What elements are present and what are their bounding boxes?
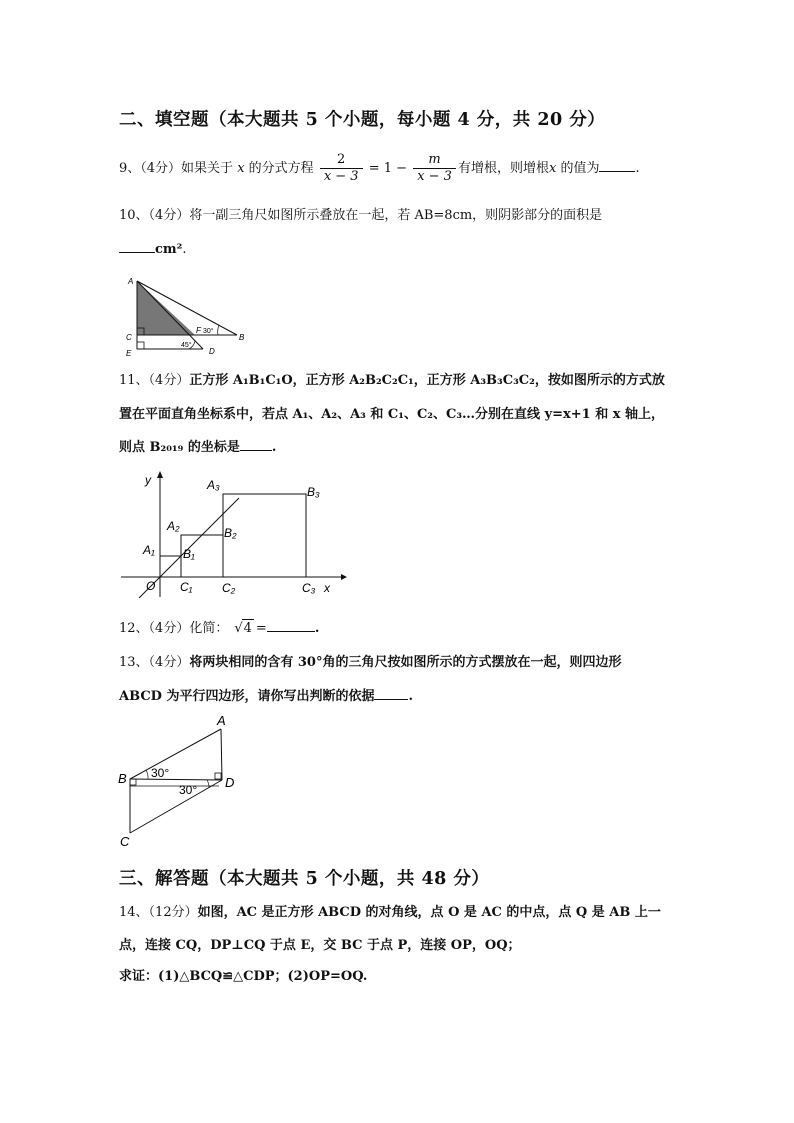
question-14-line3: 求证：(1)△BCQ≌△CDP；(2)OP=OQ. [119, 969, 368, 984]
question-14-line2: 点，连接 CQ，DP⊥CQ 于点 E，交 BC 于点 P，连接 OP，OQ； [119, 938, 521, 953]
question-number: 10、（4分） [119, 208, 190, 223]
question-14-line1: 14、（12分）如图，AC 是正方形 ABCD 的对角线，点 O 是 AC 的中点，点 Q 是 AB 上一 [119, 905, 661, 920]
question-10: 10、（4分）将一副三角尺如图所示叠放在一起，若 AB=8cm，则阴影部分的面积是 [119, 208, 603, 223]
answer-blank [119, 240, 155, 253]
label-B1: B₁ [183, 547, 195, 561]
question-number: 11、（4分） [119, 373, 190, 388]
question-13-line2: ABCD 为平行四边形，请你写出判断的依据 . [119, 689, 413, 704]
question-10-answer-line: cm². [119, 240, 187, 259]
label-B: B [118, 771, 127, 786]
question-number: 14、（12分） [119, 905, 198, 920]
question-11-line3: 则点 B₂₀₁₉ 的坐标是 . [119, 440, 277, 455]
fraction-m-over-x-3: $\frac{m}{x - 3}$ [413, 152, 456, 185]
question-11-line2: 置在平面直角坐标系中，若点 A₁、A₂、A₃ 和 C₁、C₂、C₃…分别在直线 y=x+1 和 x 轴上， [119, 407, 665, 422]
label-C: C [126, 333, 132, 342]
label-B3: B₃ [307, 485, 320, 499]
answer-blank [599, 159, 635, 172]
label-30deg: 30° [203, 328, 214, 335]
label-F: F [196, 326, 201, 335]
question-number: 13、（4分） [119, 655, 190, 670]
section-heading-fill-in: 二、填空题（本大题共 5 个小题，每小题 4 分，共 20 分） [119, 110, 606, 130]
answer-blank [374, 687, 408, 700]
label-B2: B₂ [224, 526, 237, 540]
label-E: E [126, 349, 132, 358]
label-B: B [239, 333, 245, 342]
label-A2: A₂ [167, 519, 180, 533]
answer-blank [240, 438, 272, 451]
section-heading-solutions: 三、解答题（本大题共 5 个小题，共 48 分） [119, 869, 490, 889]
label-D: D [225, 775, 235, 790]
figure-set-squares [119, 272, 259, 364]
label-30deg-bottom: 30° [179, 783, 198, 797]
question-13-line1: 13、（4分）将两块相同的含有 30°角的三角尺按如图所示的方式摆放在一起，则四边形 [119, 655, 622, 670]
question-12: 12、（4分）化简： √4 = . [119, 621, 320, 636]
label-A: A [217, 713, 226, 728]
question-number: 9、（4分） [119, 161, 182, 176]
label-30deg-top: 30° [151, 766, 170, 780]
figure-parallelogram [115, 712, 245, 852]
label-A1: A₁ [143, 543, 155, 557]
label-x: x [324, 581, 330, 595]
label-O: O [146, 579, 156, 593]
figure-coordinate-squares [119, 470, 349, 598]
fraction-2-over-x-3: $\frac{2}{x - 3}$ [320, 152, 363, 185]
question-number: 12、（4分） [119, 621, 190, 636]
label-A: A [128, 277, 134, 286]
label-D: D [209, 347, 215, 356]
label-A3: A₃ [207, 478, 220, 492]
question-9: 9、（4分）如果关于 x 的分式方程 $\frac{2}{x - 3}$ = 1 − $\frac{m}{x - 3}$ 有增根，则增根x 的值为 . [119, 152, 640, 184]
label-C2: C₂ [222, 581, 236, 595]
radical-4: 4 [243, 621, 252, 636]
label-45deg: 45° [181, 342, 192, 349]
answer-blank [267, 619, 315, 632]
label-C3: C₃ [302, 581, 316, 595]
question-11-line1: 11、（4分）正方形 A₁B₁C₁O，正方形 A₂B₂C₂C₁，正方形 A₃B₃C₃C₂，按如图所示的方式放 [119, 373, 665, 388]
label-C1: C₁ [180, 580, 193, 594]
label-C: C [120, 834, 130, 849]
label-y: y [145, 473, 151, 487]
